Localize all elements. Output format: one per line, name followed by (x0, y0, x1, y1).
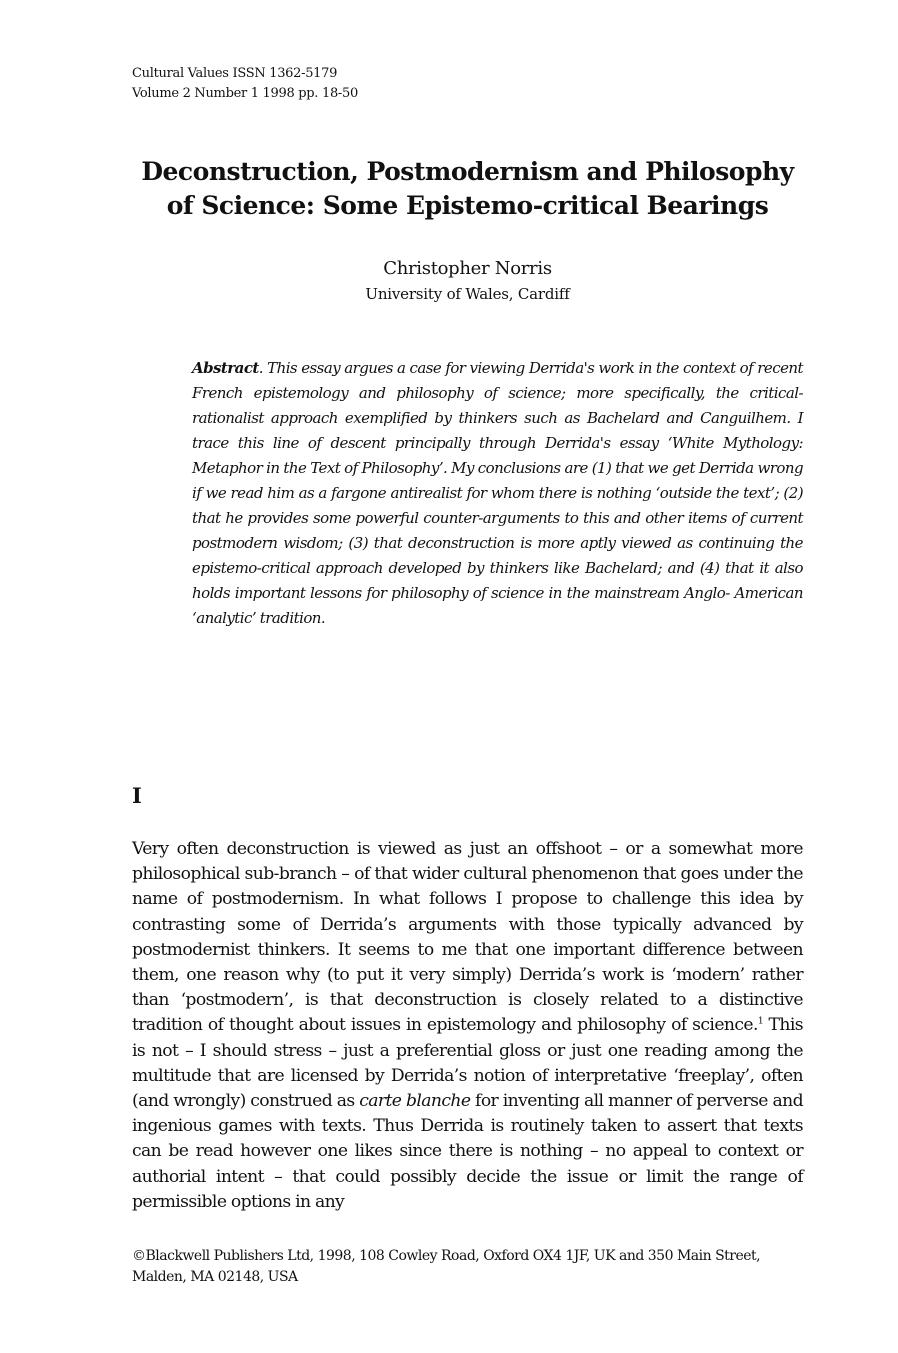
author-affiliation: University of Wales, Cardiff (365, 285, 570, 303)
abstract (192, 356, 803, 631)
paragraph-italic-term: carte blanche (359, 1091, 471, 1112)
footnote-marker[interactable]: 1 (757, 1016, 763, 1027)
body-paragraph (132, 837, 803, 1215)
paragraph-text-1: Very often deconstruction is viewed as just an offshoot – or a somewhat more philosophical sub-branch – of that wider cultural phenomenon that goes under the name of postmodernism. In what follows I propose to challenge this idea by contrasting some of Derrida’s arguments with those typically advanced by postmodernist thinkers. It seems to me that one important difference between them, one reason why (to put it very simply) Derrida’s work is ‘modern’ rather than ‘postmodern’, is that deconstruction is closely related to a distinctive tradition of thought about issues in epistemology and philosophy of science. (132, 839, 803, 1036)
abstract-text: . This essay argues a case for viewing Derrida's work in the context of recent French epistemology and philosophy of science; more specifically, the critical-rationalist approach exemplified by thinkers such as Bachelard and Canguilhem. I trace this line of descent principally through Derrida's essay ‘White Mythology: Metaphor in the Text of Philosophy’. My conclusions are (1) that we get Derrida wrong if we read him as a fargone antirealist for whom there is nothing ‘outside the text’; (2) that he provides some powerful counter-arguments to this and other items of current postmodern wisdom; (3) that deconstruction is more aptly viewed as continuing the epistemo-critical approach developed by thinkers like Bachelard; and (4) that it also holds important lessons for philosophy of science in the mainstream Anglo- American ‘analytic’ tradition. (192, 359, 803, 627)
journal-volume: Volume 2 Number 1 1998 pp. 18-50 (132, 86, 358, 101)
section-heading: I (132, 783, 142, 808)
paragraph-text-2: This is not – I should stress – just a preferential gloss or just one reading among the multitude that are licensed by Derrida’s notion of interpretative ‘freeplay’, often (and wrongly) construed as (132, 1015, 803, 1112)
title-line-1: Deconstruction, Postmodernism and Philosophy (141, 157, 794, 186)
article-title (100, 155, 835, 223)
title-line-2: of Science: Some Epistemo-critical Bearings (166, 191, 769, 220)
journal-header (132, 64, 358, 104)
author-name: Christopher Norris (383, 258, 552, 279)
journal-issn: Cultural Values ISSN 1362-5179 (132, 66, 338, 81)
copyright-footer: ©Blackwell Publishers Ltd, 1998, 108 Cowley Road, Oxford OX4 1JF, UK and 350 Main Street, Malden, MA 02148, USA (132, 1248, 761, 1285)
abstract-label: Abstract (192, 359, 259, 377)
paragraph-text-3: for inventing all manner of perverse and ingenious games with texts. Thus Derrida is routinely taken to assert that texts can be read however one likes since there is nothing – no appeal to context or authorial intent – that could possibly decide the issue or limit the range of permissible options in any (132, 1091, 803, 1212)
